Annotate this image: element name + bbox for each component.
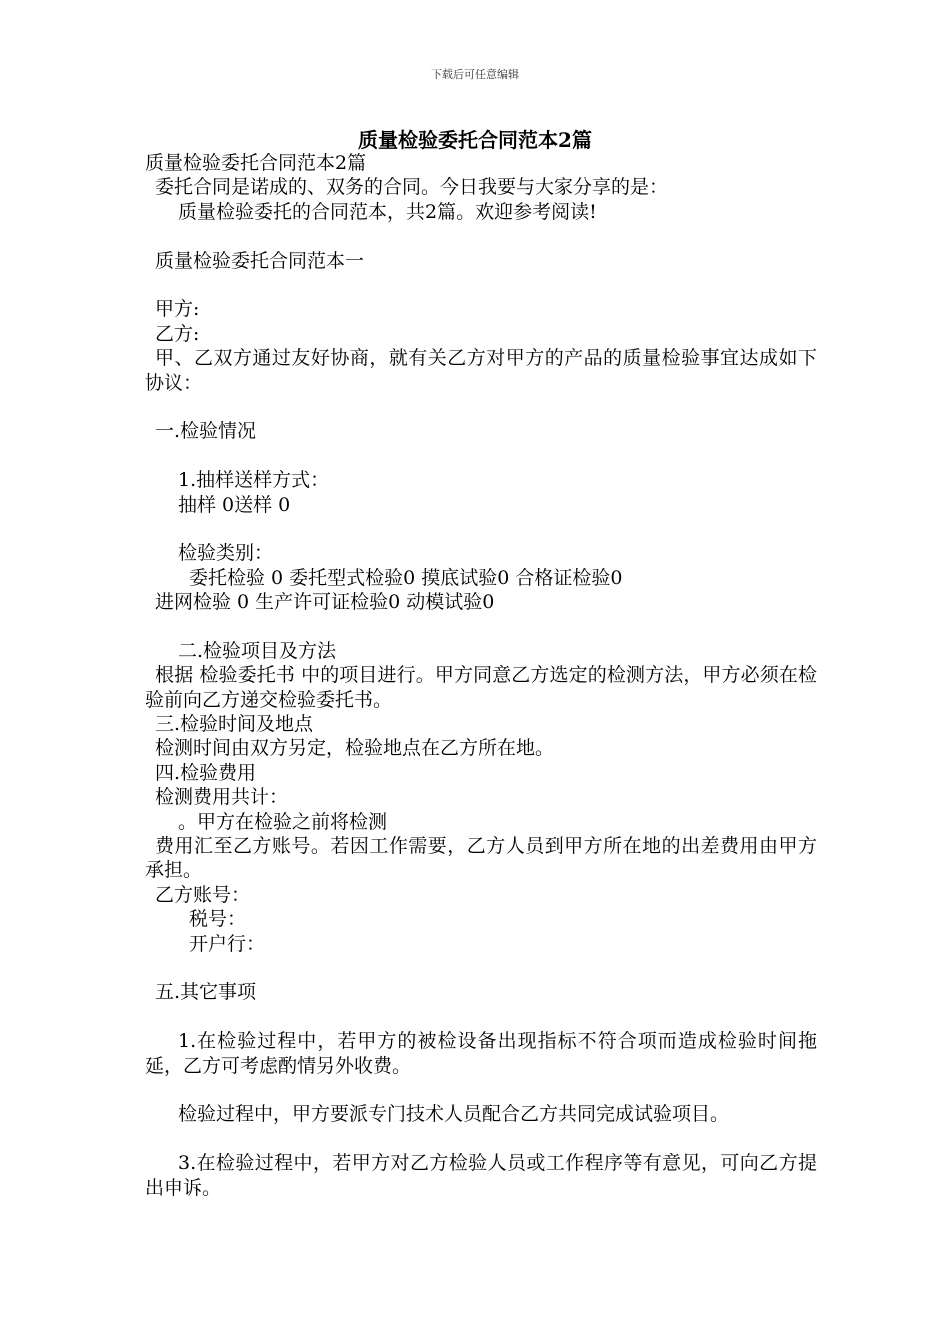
s4-heading: 四.检验费用	[155, 761, 257, 784]
s1-category-line-2: 进网检验 0 生产许可证检验0 动模试验0	[155, 591, 495, 614]
spacer	[145, 444, 817, 468]
spacer	[145, 224, 817, 248]
party-a-label: 甲方:	[155, 298, 200, 321]
party-b-label: 乙方:	[155, 322, 200, 345]
s4-paragraph: 费用汇至乙方账号。若因工作需要，乙方人员到甲方所在地的出差费用由甲方承担。	[145, 835, 817, 882]
section-heading: 质量检验委托合同范本一	[155, 249, 365, 272]
spacer	[145, 1005, 817, 1029]
intro-line-1: 质量检验委托合同范本2篇	[145, 152, 367, 174]
spacer	[145, 395, 817, 419]
s1-sampling-options: 抽样 0送样 0	[178, 493, 291, 516]
s5-item-2: 检验过程中，甲方要派专门技术人员配合乙方共同完成试验项目。	[178, 1103, 730, 1126]
agreement-paragraph: 甲、乙双方通过友好协商，就有关乙方对甲方的产品的质量检验事宜达成如下协议：	[145, 347, 817, 394]
spacer	[145, 1078, 817, 1102]
spacer	[145, 1127, 817, 1151]
s5-heading: 五.其它事项	[155, 981, 257, 1004]
spacer	[145, 614, 817, 638]
s4-total: 检测费用共计：	[155, 786, 289, 809]
s2-paragraph: 根据 检验委托书 中的项目进行。甲方同意乙方选定的检测方法，甲方必须在检验前向乙方递交检验委托书。	[145, 664, 817, 711]
intro-line-2: 委托合同是诺成的、双务的合同。今日我要与大家分享的是：	[155, 176, 669, 199]
s2-heading: 二.检验项目及方法	[178, 639, 337, 662]
s5-item-3: 3.在检验过程中，若甲方对乙方检验人员或工作程序等有意见，可向乙方提出申诉。	[145, 1152, 817, 1199]
s1-category-label: 检验类别：	[178, 542, 274, 565]
page-header-note: 下载后可任意编辑	[431, 68, 519, 81]
s1-sampling-label: 1.抽样送样方式：	[178, 469, 330, 492]
s3-paragraph: 检测时间由双方另定，检验地点在乙方所在地。	[155, 737, 555, 760]
s4-bank-label: 开户行：	[189, 932, 266, 955]
s4-tax-number-label: 税号：	[189, 908, 247, 931]
s3-heading: 三.检验时间及地点	[155, 713, 314, 736]
s4-before: 。甲方在检验之前将检测	[178, 810, 388, 833]
spacer	[145, 273, 817, 297]
s5-item-1: 1.在检验过程中，若甲方的被检设备出现指标不符合项而造成检验时间拖延，乙方可考虑酌情另外收费。	[145, 1030, 817, 1077]
spacer	[145, 956, 817, 980]
spacer	[145, 517, 817, 541]
s1-heading: 一.检验情况	[155, 420, 257, 443]
document-body	[145, 151, 817, 1200]
intro-line-3: 质量检验委托的合同范本，共2篇。欢迎参考阅读!	[178, 200, 597, 223]
s1-category-line-1: 委托检验 0 委托型式检验0 摸底试验0 合格证检验0	[189, 566, 623, 589]
s4-account-label: 乙方账号：	[155, 883, 251, 906]
document-title: 质量检验委托合同范本2篇	[358, 128, 592, 152]
